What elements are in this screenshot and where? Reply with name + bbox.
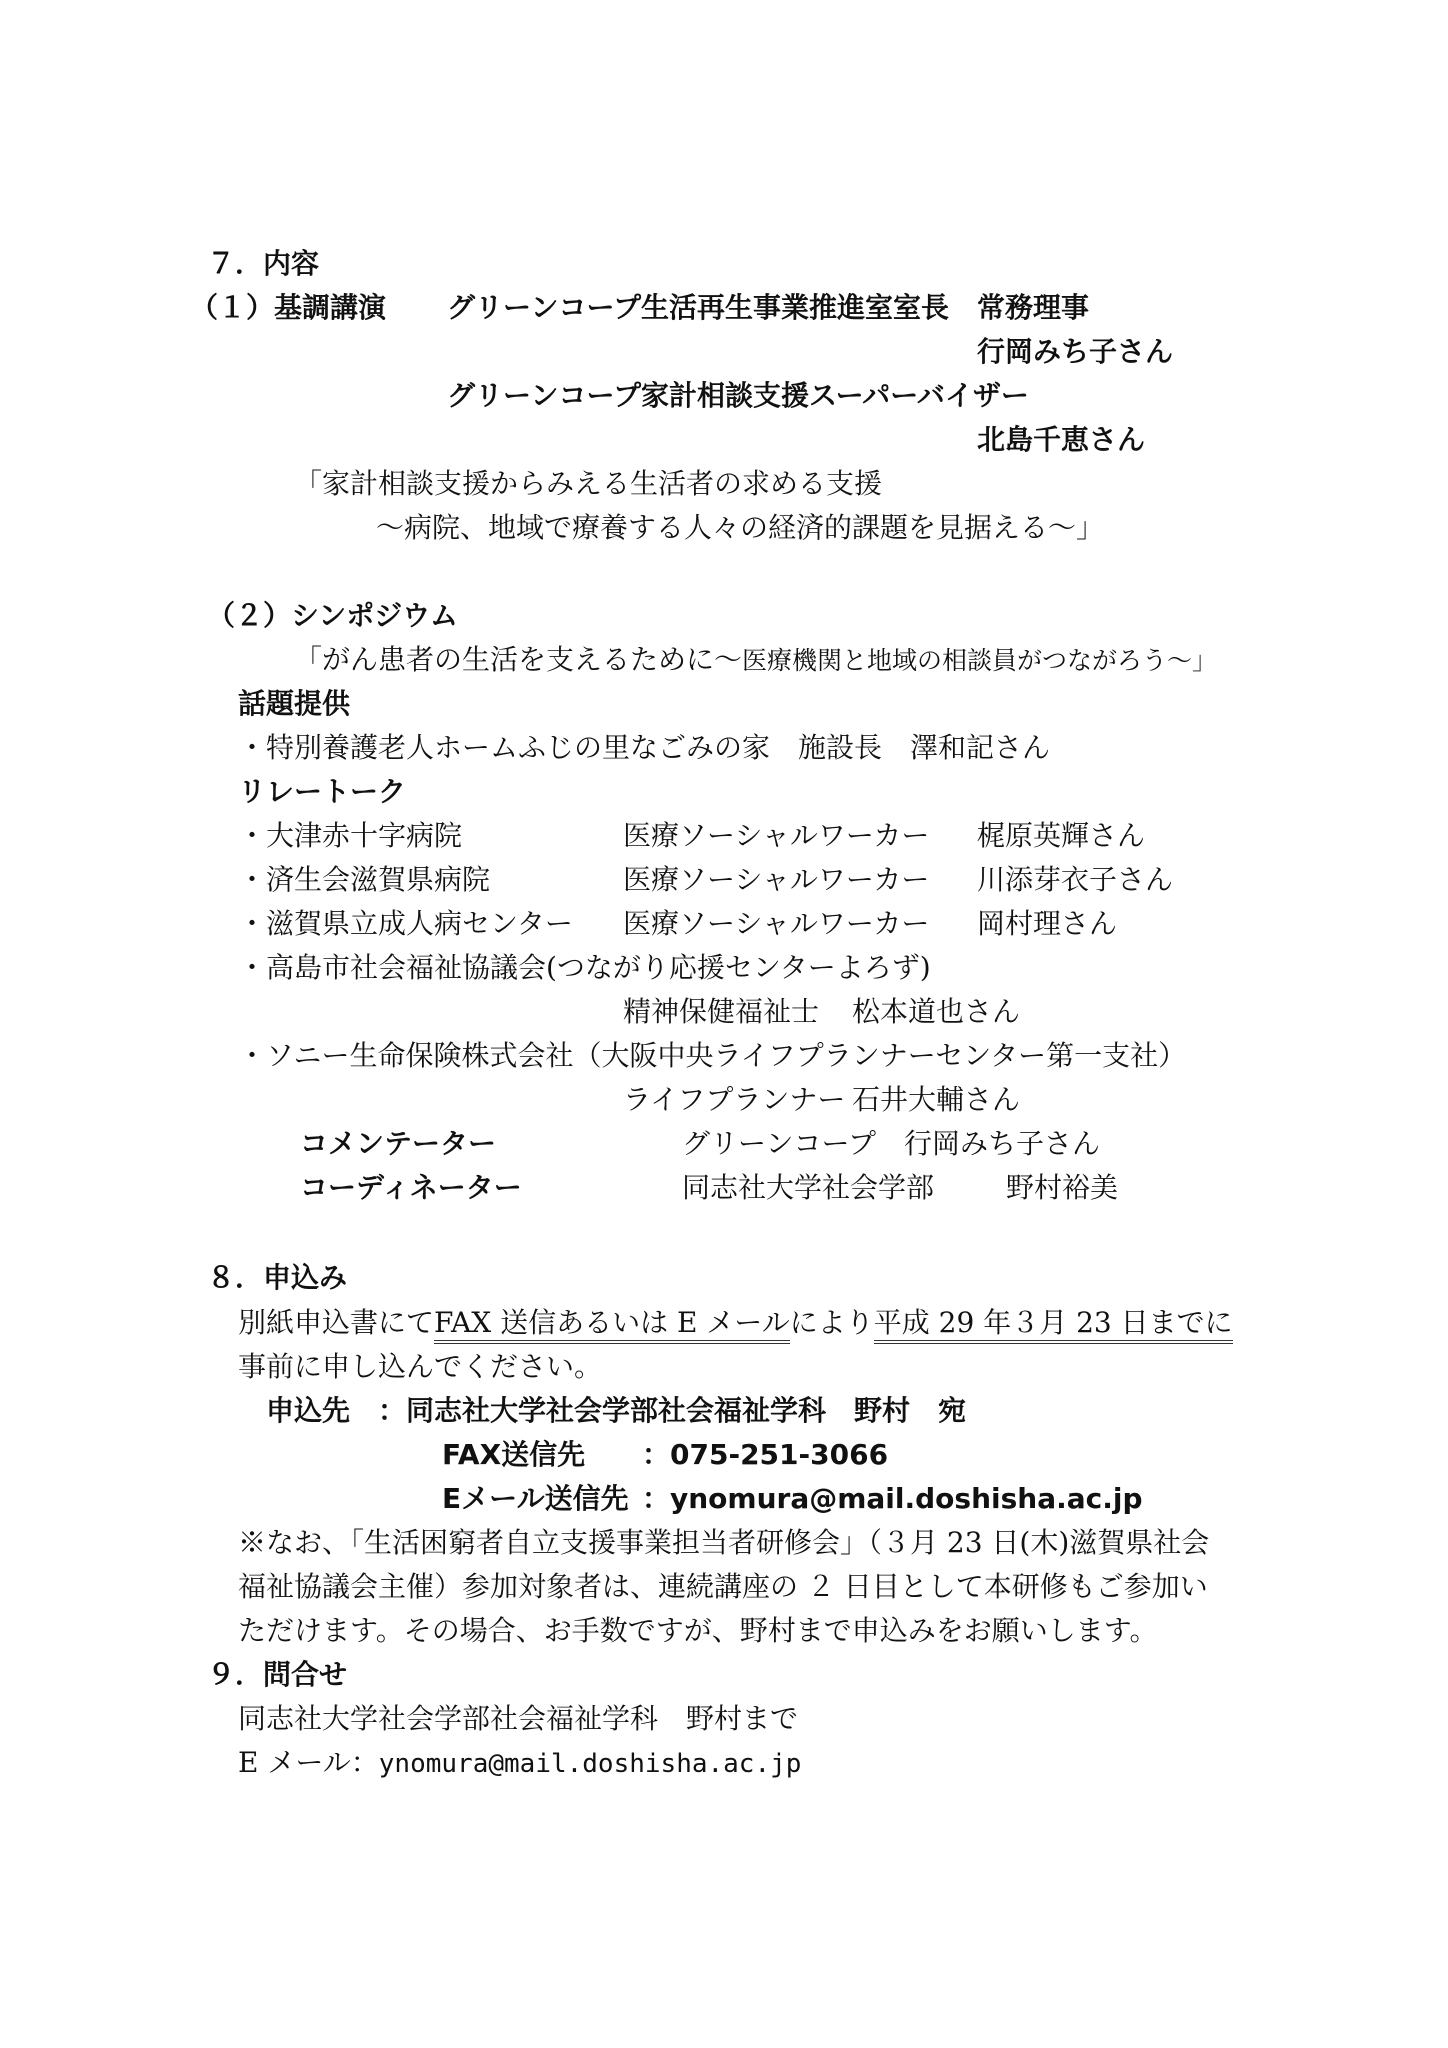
application-text-part: により — [789, 1306, 874, 1339]
coordinator-org: 同志社大学社会学部 — [682, 1171, 935, 1204]
application-text-line1 — [238, 1305, 1233, 1341]
section8-heading: ８．申込み — [207, 1261, 348, 1294]
contact-line2 — [238, 1745, 801, 1782]
relay-item-role: 精神保健福祉士 — [623, 995, 820, 1028]
destination-label: 申込先 — [266, 1394, 351, 1427]
note-line1: ※なお、「生活困窮者自立支援事業担当者研修会」（３月 23 日(木)滋賀県社会 — [238, 1526, 1210, 1559]
contact-email-label: E メール： — [238, 1746, 379, 1779]
keynote-speaker2-name: 北島千恵さん — [977, 423, 1146, 456]
coordinator-label: コーディネーター — [300, 1171, 522, 1204]
relay-item-org: ・済生会滋賀県病院 — [238, 863, 491, 896]
section7-heading: ７．内容 — [207, 247, 320, 280]
relay-item-role: ライフプランナー — [623, 1083, 846, 1116]
keynote-speaker1-org: グリーンコープ生活再生事業推進室室長 常務理事 — [447, 291, 1090, 324]
keynote-speaker2-org: グリーンコープ家計相談支援スーパーバイザー — [447, 379, 1029, 412]
symposium-title — [294, 642, 1217, 679]
section9-heading: ９．問合せ — [207, 1658, 348, 1691]
email-value: ：ynomura@mail.doshisha.ac.jp — [642, 1482, 1143, 1515]
topic-heading: 話題提供 — [238, 687, 351, 720]
symposium-title-part1: 「がん患者の生活を支えるために～ — [294, 643, 743, 676]
symposium-title-part2: 医療機関と地域の相談員がつながろう～」 — [742, 646, 1218, 675]
keynote-title-line2: ～病院、地域で療養する人々の経済的課題を見据える～」 — [376, 511, 1105, 544]
relay-item-name: 川添芽衣子さん — [977, 863, 1174, 896]
relay-item-role: 医療ソーシャルワーカー — [623, 863, 930, 896]
coordinator-name: 野村裕美 — [1006, 1171, 1119, 1204]
underlined-method: FAX 送信あるいは E メール — [434, 1306, 790, 1344]
keynote-title-line1: 「家計相談支援からみえる生活者の求める支援 — [294, 467, 883, 500]
note-line2: 福祉協議会主催）参加対象者は、連続講座の ２ 日目として本研修もご参加い — [238, 1570, 1208, 1603]
relay-heading: リレートーク — [238, 775, 407, 808]
fax-label: FAX送信先 — [442, 1438, 586, 1471]
destination-value: ：同志社大学社会学部社会福祉学科 野村 宛 — [378, 1394, 967, 1427]
relay-item-name: 岡村理さん — [977, 907, 1118, 940]
fax-value: ：075-251-3066 — [642, 1438, 889, 1471]
underlined-deadline: 平成 29 年３月 23 日までに — [874, 1306, 1233, 1344]
relay-item-org: ・高島市社会福祉協議会(つながり応援センターよろず) — [238, 951, 931, 984]
relay-item-org: ・滋賀県立成人病センター — [238, 907, 573, 940]
keynote-speaker1-name: 行岡みち子さん — [977, 335, 1174, 368]
relay-item-name: 梶原英輝さん — [977, 819, 1146, 852]
relay-item-role: 医療ソーシャルワーカー — [623, 819, 930, 852]
relay-item-role: 医療ソーシャルワーカー — [623, 907, 930, 940]
relay-item-name: 石井大輔さん — [852, 1083, 1021, 1116]
commentator-label: コメンテーター — [300, 1127, 497, 1160]
relay-item-name: 松本道也さん — [852, 995, 1021, 1028]
keynote-label: （１）基調講演 — [190, 291, 387, 324]
topic-item: ・特別養護老人ホームふじの里なごみの家 施設長 澤和記さん — [238, 731, 1051, 764]
application-text-line2: 事前に申し込んでください。 — [238, 1350, 603, 1383]
relay-item-org: ・大津赤十字病院 — [238, 819, 463, 852]
contact-email-value: ynomura@mail.doshisha.ac.jp — [378, 1749, 802, 1779]
contact-line1: 同志社大学社会学部社会福祉学科 野村まで — [238, 1702, 799, 1735]
note-line3: ただけます。その場合、お手数ですが、野村まで申込みをお願いします。 — [238, 1614, 1158, 1647]
commentator-value: グリーンコープ 行岡みち子さん — [682, 1127, 1101, 1160]
application-text-part: 別紙申込書にて — [238, 1306, 435, 1339]
email-label: Eメール送信先 — [442, 1482, 629, 1515]
symposium-label: （２）シンポジウム — [207, 599, 459, 632]
relay-item-org: ・ソニー生命保険株式会社（大阪中央ライフプランナーセンター第一支社） — [238, 1039, 1187, 1072]
